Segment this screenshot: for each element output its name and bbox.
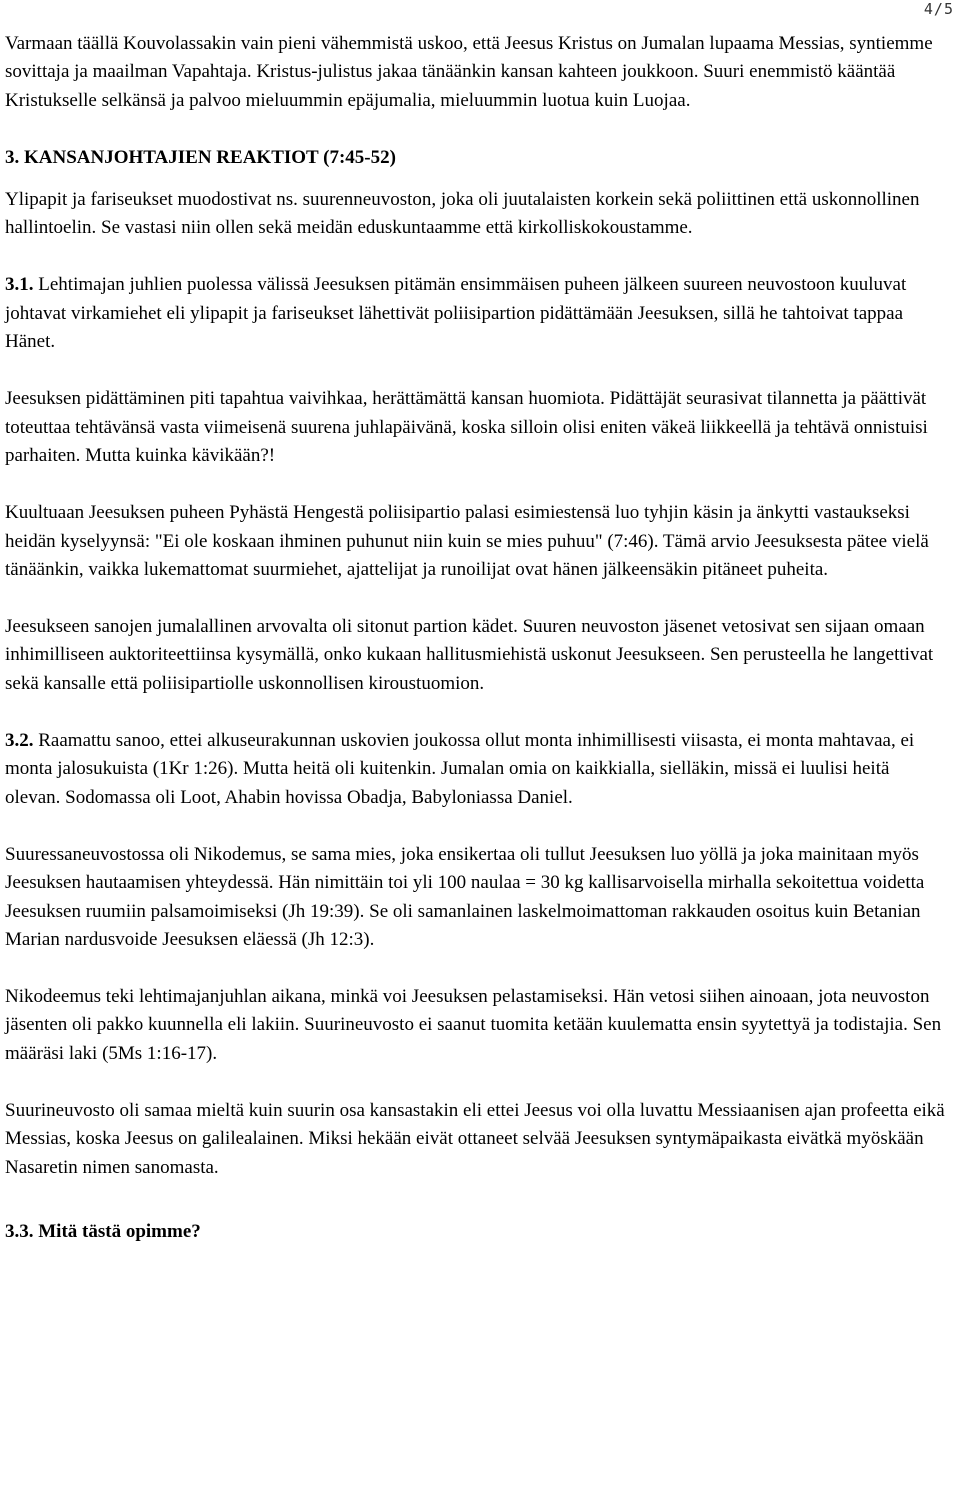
paragraph-3-1	[5, 271, 945, 356]
paragraph-galilean: Suurineuvosto oli samaa mieltä kuin suurin osa kansastakin eli ettei Jeesus voi olla luvattu Messiaanisen ajan profeetta eikä Messias, koska Jeesus on galilealainen. Miksi hekään eivät ottaneet selvää Jeesuksen syntymäpaikasta eivätkä myöskään Nasaretin nimen sanomasta.	[5, 1100, 945, 1178]
paragraph-authority: Jeesukseen sanojen jumalallinen arvovalta oli sitonut partion kädet. Suuren neuvoston jäsenet vetosivat sen sijaan omaan inhimilliseen auktoriteettiinsa kysymällä, onko kukaan hallitusmiehistä uskonut Jeesukseen. Sen perusteella he langettivat sekä kansalle että poliisipartiolle uskonnollisen kiroustuomion.	[5, 616, 934, 694]
paragraph-intro: Varmaan täällä Kouvolassakin vain pieni vähemmistä uskoo, että Jeesus Kristus on Jumalan lupaama Messias, syntiemme sovittaja ja maailman Vapahtaja. Kristus-julistus jakaa tänäänkin kansan kahteen joukkoon. Suuri enemmistö kääntää Kristukselle selkänsä ja palvoo mieluummin epäjumalia, mieluummin luotua kuin Luojaa.	[5, 33, 933, 111]
paragraph-arrest: Jeesuksen pidättäminen piti tapahtua vaivihkaa, herättämättä kansan huomiota. Pidättäjät seurasivat tilannetta ja päättivät toteuttaa tehtävänsä vasta viimeisenä suurena juhlapäivänä, koska silloin olisi eniten väkeä liikkeellä ja tehtävä onnistuisi parhaiten. Mutta kuinka kävikään?!	[5, 388, 928, 466]
paragraph-nicodemus-law: Nikodeemus teki lehtimajanjuhlan aikana, minkä voi Jeesuksen pelastamiseksi. Hän vetosi siihen ainoaan, jota neuvoston jäsenten oli pakko kuunnella eli lakiin. Suurineuvosto ei saanut tuomita ketään kuulematta ensin syytettyä ja todistajia. Sen määräsi laki (5Ms 1:16-17).	[5, 986, 942, 1064]
paragraph-3-1-text: Lehtimajan juhlien puolessa välissä Jeesuksen pitämän ensimmäisen puheen jälkeen suureen neuvostoon kuuluvat johtavat virkamiehet eli ylipapit ja fariseukset lähettivät poliisipartion pidättämään Jeesuksen, sillä he tahtoivat tappaa Hänet.	[5, 274, 907, 353]
section-number-3-2: 3.2.	[5, 730, 34, 752]
section-number-3-1: 3.1.	[5, 274, 34, 296]
paragraph-3-2-text: Raamattu sanoo, ettei alkuseurakunnan uskovien joukossa ollut monta inhimillisesti viisasta, ei monta mahtavaa, ei monta jalosukuista (1Kr 1:26). Mutta heitä oli kuitenkin. Jumalan omia on kaikkialla, sielläkin, missä ei luulisi heitä olevan. Sodomassa oli Loot, Ahabin hovissa Obadja, Babyloniassa Daniel.	[5, 730, 915, 808]
document-body	[5, 30, 945, 1260]
page-number: 4/5	[923, 0, 954, 18]
paragraph-council: Ylipapit ja fariseukset muodostivat ns. suurenneuvoston, joka oli juutalaisten korkein sekä poliittinen että uskonnollinen hallintoelin. Se vastasi niin ollen sekä meidän eduskuntaamme että kirkolliskokoustamme.	[5, 188, 920, 239]
section-heading-3: 3. KANSANJOHTAJIEN REAKTIOT (7:45-52)	[5, 146, 396, 168]
paragraph-police-return: Kuultuaan Jeesuksen puheen Pyhästä Hengestä poliisipartio palasi esimiestensä luo tyhjin käsin ja änkytti vastaukseksi heidän kyselyynsä: "Ei ole koskaan ihminen puhunut niin kuin se mies puhuu" (7:46). Tämä arvio Jeesuksesta pätee vielä tänäänkin, vaikka lukemattomat suurmiehet, ajattelijat ja runoilijat ovat hänen jälkeensäkin pitäneet puheita.	[5, 502, 929, 580]
paragraph-3-2	[5, 727, 945, 812]
section-heading-3-3: 3.3. Mitä tästä opimme?	[5, 1220, 201, 1242]
paragraph-nicodemus: Suuressaneuvostossa oli Nikodemus, se sama mies, joka ensikertaa oli tullut Jeesuksen luo yöllä ja joka mainitaan myös Jeesuksen hautaamisen yhteydessä. Hän nimittäin toi yli 100 naulaa = 30 kg kallisarvoisella mirhalla sekoitettua voidetta Jeesuksen ruumiin palsamoimiseksi (Jh 19:39). Se oli samanlainen laskelmoimattoman rakkauden osoitus kuin Betanian Marian nardusvoide Jeesuksen eläessä (Jh 12:3).	[5, 843, 925, 950]
